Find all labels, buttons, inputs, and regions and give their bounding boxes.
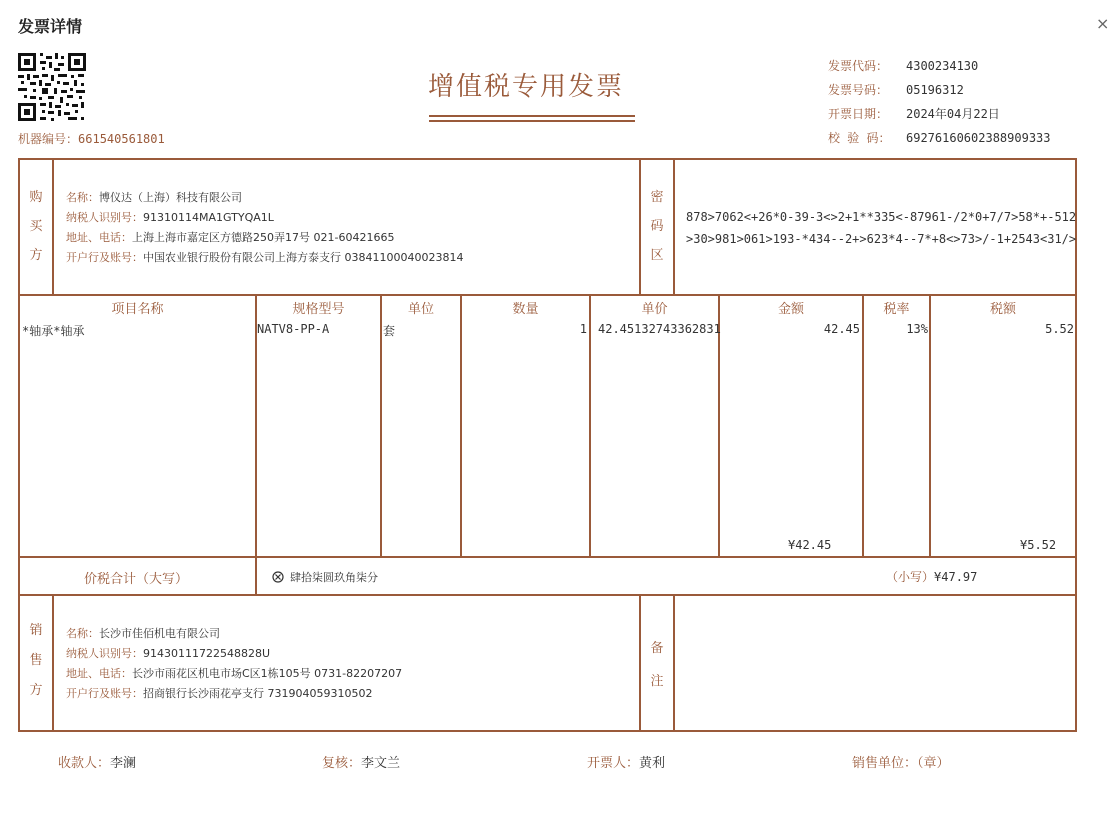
seller-bank: 招商银行长沙雨花亭支行 731904059310502 (143, 687, 373, 700)
seller-address-row: 地址、电话：长沙市雨花区机电市场C区1栋105号 0731-82207207 (66, 667, 403, 680)
divider (18, 594, 1077, 596)
col-header-rate: 税率 (883, 302, 910, 317)
buyer-bank: 中国农业银行股份有限公司上海方泰支行 03841100040023814 (143, 251, 464, 264)
col-header-name: 项目名称 (111, 302, 164, 317)
qr-code (18, 53, 86, 121)
seller-unit: 销售单位：（章） (852, 756, 950, 771)
total-amount: ¥42.45 (788, 538, 832, 552)
item-spec: NATV8-PP-A (257, 322, 330, 336)
drawer: 开票人：黄利 (587, 756, 666, 771)
reviewer: 复核：李文兰 (322, 756, 401, 771)
machine-number (18, 130, 165, 147)
invoice-number-row (828, 81, 964, 98)
buyer-address: 上海上海市嘉定区方德路250弄17号 021-60421665 (132, 231, 395, 244)
sum-lower (886, 568, 977, 585)
seller-name-row: 名称：长沙市佳佰机电有限公司 (66, 627, 220, 640)
divider (589, 294, 591, 558)
divider (52, 594, 54, 732)
col-header-unit: 单位 (407, 302, 434, 317)
invoice-code-row (828, 57, 978, 74)
seller-name: 长沙市佳佰机电有限公司 (99, 627, 220, 640)
col-header-qty: 数量 (512, 302, 539, 317)
seller-taxid-row: 纳税人识别号：91430111722548828U (66, 647, 271, 660)
item-amount: 42.45 (823, 322, 860, 336)
cipher-line-1: 878>7062<+26*0-39-3<>2+1**335<-87961-/2*0+7/7>58*+-512 (686, 210, 1077, 224)
invoice-date-label: 开票日期： (828, 107, 889, 121)
cipher-line-2: >30>981>061>193-*434--2+>623*4--7*+8<>73>/-1+2543<31/> (686, 232, 1077, 246)
col-header-amount: 金额 (777, 302, 804, 317)
col-header-spec: 规格型号 (292, 302, 345, 317)
remark-side-label: 备 注 (650, 641, 664, 689)
invoice-date-row (828, 105, 1000, 122)
buyer-taxid: 91310114MA1GTYQA1L (143, 211, 274, 224)
item-name: *轴承*轴承 (22, 324, 85, 338)
divider (380, 294, 382, 558)
buyer-name-row: 名称：博仪达（上海）科技有限公司 (66, 191, 242, 204)
buyer-address-row: 地址、电话：上海上海市嘉定区方德路250弄17号 021-60421665 (66, 231, 395, 244)
invoice-code-label: 发票代码： (828, 59, 889, 73)
close-icon[interactable]: × (1096, 14, 1110, 33)
seller-taxid: 91430111722548828U (143, 647, 271, 660)
cipher-side-label: 密 码 区 (650, 190, 664, 263)
item-tax: 5.52 (1045, 322, 1074, 336)
col-header-price: 单价 (641, 302, 668, 317)
seller-info (66, 624, 402, 704)
seller-side-label: 销 售 方 (29, 623, 43, 698)
invoice-number: 05196312 (906, 83, 964, 97)
divider (255, 294, 257, 596)
seller-address: 长沙市雨花区机电市场C区1栋105号 0731-82207207 (132, 667, 403, 680)
check-code-label: 校 验 码： (828, 131, 891, 145)
sum-upper: 肆拾柒圆玖角柒分 (290, 571, 378, 584)
item-price: 42.45132743362831 (598, 322, 721, 336)
machine-number-label: 机器编号： (18, 132, 79, 146)
sum-label: 价税合计（大写） (84, 572, 189, 587)
total-tax: ¥5.52 (1020, 538, 1057, 552)
cipher-text (686, 206, 1076, 250)
col-header-tax: 税额 (989, 302, 1016, 317)
invoice-date: 2024年04月22日 (906, 107, 1000, 121)
invoice-code: 4300234130 (906, 59, 979, 73)
reviewer-value: 李文兰 (361, 756, 401, 771)
circle-x-icon (272, 571, 284, 583)
buyer-name: 博仪达（上海）科技有限公司 (99, 191, 242, 204)
divider (18, 556, 1077, 558)
sum-lower-value: ¥47.97 (934, 570, 978, 584)
payee-value: 李澜 (110, 756, 137, 771)
title-underline (429, 115, 635, 122)
item-qty: 1 (579, 322, 587, 336)
seller-unit-value: （章） (917, 756, 950, 771)
drawer-value: 黄利 (639, 756, 666, 771)
payee: 收款人：李澜 (58, 756, 137, 771)
machine-number-value: 661540561801 (78, 132, 165, 146)
seller-bank-row: 开户行及账号：招商银行长沙雨花亭支行 731904059310502 (66, 687, 373, 700)
buyer-taxid-row: 纳税人识别号：91310114MA1GTYQA1L (66, 211, 274, 224)
divider (52, 158, 54, 296)
divider (18, 294, 1077, 296)
divider (639, 594, 641, 732)
invoice-title: 增值税专用发票 (428, 72, 625, 102)
item-unit: 套 (383, 324, 396, 338)
item-rate: 13% (906, 322, 928, 336)
check-code: 69276160602388909333 (906, 131, 1051, 145)
dialog-title: 发票详情 (18, 17, 83, 36)
check-code-row (828, 129, 1051, 146)
divider (639, 158, 641, 296)
divider (673, 594, 675, 732)
invoice-number-label: 发票号码： (828, 83, 889, 97)
divider (673, 158, 675, 296)
buyer-info (66, 188, 463, 268)
buyer-side-label: 购 买 方 (29, 190, 43, 263)
sum-lower-label: （小写） (886, 570, 935, 584)
buyer-bank-row: 开户行及账号：中国农业银行股份有限公司上海方泰支行 03841100040023814 (66, 251, 464, 264)
